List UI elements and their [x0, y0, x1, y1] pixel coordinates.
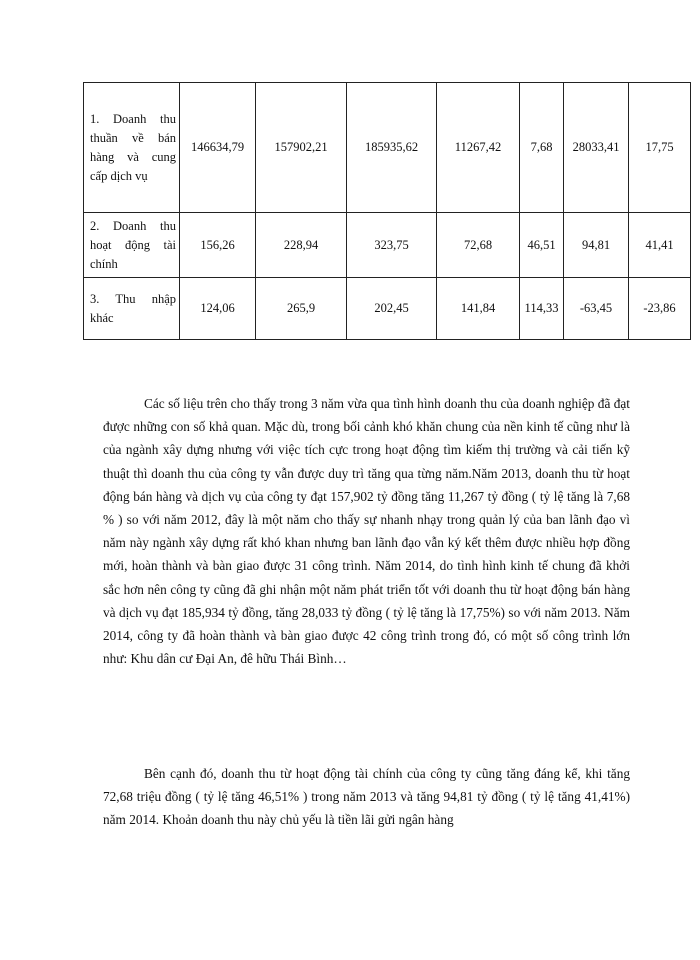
- table-row: [84, 213, 691, 278]
- cell-value: 41,41: [629, 213, 691, 278]
- row-label: 3. Thu nhập khác: [84, 278, 180, 340]
- cell-value: 265,9: [256, 278, 347, 340]
- cell-value: 17,75: [629, 83, 691, 213]
- revenue-table: [83, 82, 691, 340]
- cell-value: 157902,21: [256, 83, 347, 213]
- cell-value: 7,68: [520, 83, 564, 213]
- cell-value: 46,51: [520, 213, 564, 278]
- cell-value: 28033,41: [564, 83, 629, 213]
- cell-value: 228,94: [256, 213, 347, 278]
- row-label: 1. Doanh thu thuần về bán hàng và cung cấp dịch vụ: [84, 83, 180, 213]
- table-row: [84, 83, 691, 213]
- analysis-paragraph: Các số liệu trên cho thấy trong 3 năm vừa qua tình hình doanh thu của doanh nghiệp đã đạt được những con số khả quan. Mặc dù, trong bối cảnh khó khăn chung của nền kinh tế cũng như là của ngành xây dựng nhưng với việc tích cực trong hoạt động tìm kiếm thị trường và cải tiến kỹ thuật thì doanh thu của công ty vẫn được duy trì tăng qua từng năm.Năm 2013, doanh thu từ hoạt động bán hàng và dịch vụ của công ty đạt 157,902 tỷ đồng tăng 11,267 tỷ đồng ( tỷ lệ tăng là 7,68 % ) so với năm 2012, đây là một năm cho thấy sự nhanh nhạy trong quản lý của ban lãnh đạo vì năm này ngành xây dựng rất khó khan nhưng ban lãnh đạo vẫn ký kết thêm được nhiều hợp đồng mới, hoàn thành và bàn giao được 31 công trình. Năm 2014, do tình hình kinh tế chung đã khởi sắc hơn nên công ty cũng đã ghi nhận một năm phát triển tốt với doanh thu từ hoạt động bán hàng và dịch vụ đạt 185,934 tỷ đồng, tăng 28,033 tỷ đồng ( tỷ lệ tăng là 17,75%) so với năm 2013. Năm 2014, công ty đã hoàn thành và bàn giao được 42 công trình trong đó, có một số công trình lớn như: Khu dân cư Đại An, đê hữu Thái Bình…: [103, 396, 630, 667]
- cell-value: 156,26: [180, 213, 256, 278]
- cell-value: 72,68: [437, 213, 520, 278]
- cell-value: 141,84: [437, 278, 520, 340]
- cell-value: 114,33: [520, 278, 564, 340]
- cell-value: 146634,79: [180, 83, 256, 213]
- cell-value: 185935,62: [347, 83, 437, 213]
- row-label: 2. Doanh thu hoạt động tài chính: [84, 213, 180, 278]
- financial-revenue-paragraph: Bên cạnh đó, doanh thu từ hoạt động tài chính của công ty cũng tăng đáng kể, khi tăng 72,68 triệu đồng ( tỷ lệ tăng 46,51% ) trong năm 2013 và tăng 94,81 tỷ đồng ( tỷ lệ tăng 41,41%) năm 2014. Khoản doanh thu này chủ yếu là tiền lãi gửi ngân hàng: [103, 766, 630, 828]
- cell-value: 323,75: [347, 213, 437, 278]
- cell-value: 124,06: [180, 278, 256, 340]
- cell-value: 94,81: [564, 213, 629, 278]
- cell-value: -23,86: [629, 278, 691, 340]
- table-row: [84, 278, 691, 340]
- cell-value: 202,45: [347, 278, 437, 340]
- cell-value: -63,45: [564, 278, 629, 340]
- cell-value: 11267,42: [437, 83, 520, 213]
